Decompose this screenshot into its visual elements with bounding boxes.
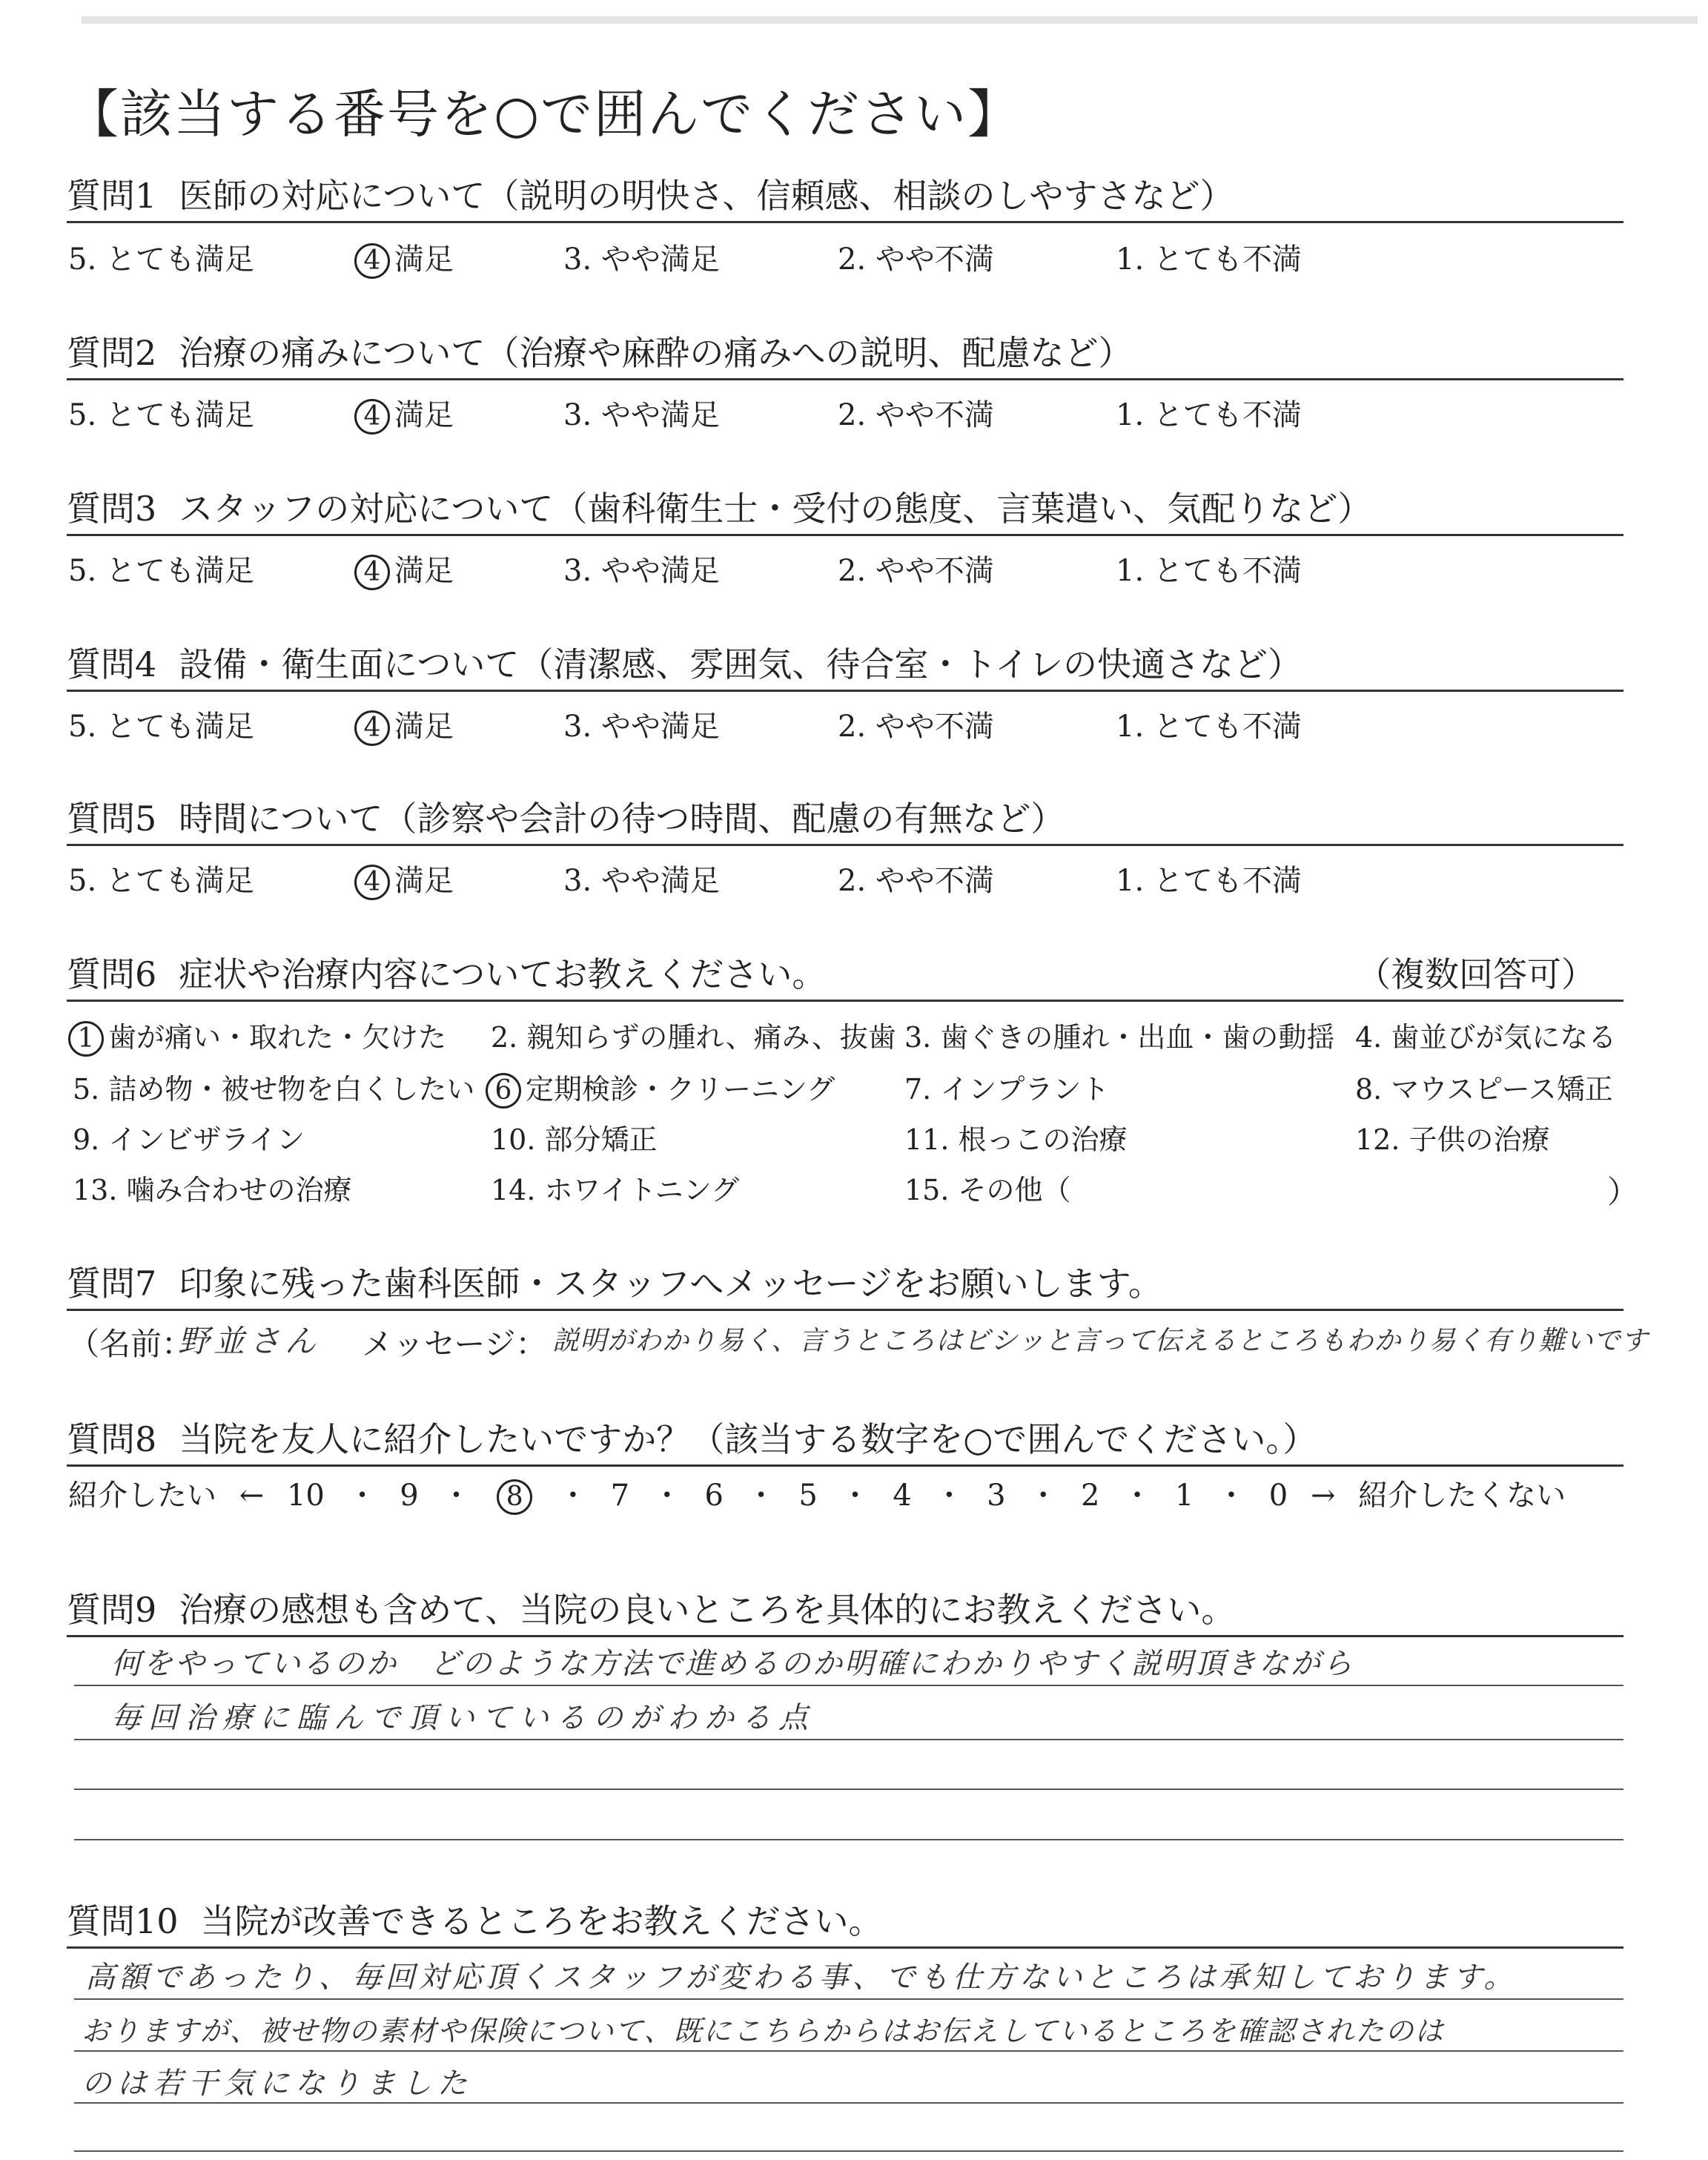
- symptom-option-11[interactable]: 11. 根っこの治療: [904, 1123, 1128, 1156]
- option-2[interactable]: 2. やや不満: [838, 398, 994, 432]
- scale-values: 10 ・ 9 ・: [286, 1479, 471, 1513]
- handwritten-answer-line-3: のは若干気になりました: [82, 2067, 473, 2101]
- answer-line: [74, 1998, 1623, 2000]
- handwritten-message: 説明がわかり易く、言うところはビシッと言って伝えるところもわかり易く有り難いです: [552, 1326, 1649, 1356]
- question-number: 質問1: [67, 176, 157, 216]
- symptom-option-7[interactable]: 7. インプラント: [904, 1073, 1110, 1106]
- symptom-option-6-selected[interactable]: 6 定期検診・クリーニング: [486, 1066, 835, 1109]
- divider: [67, 534, 1623, 536]
- option-3[interactable]: 3. やや満足: [563, 554, 720, 588]
- symptom-option-13[interactable]: 13. 噛み合わせの治療: [73, 1174, 352, 1206]
- option-4-selected[interactable]: [354, 857, 454, 900]
- circle-mark: 4: [354, 243, 390, 279]
- handwritten-answer-line-2: 毎回治療に臨んで頂いているのがわかる点: [111, 1701, 815, 1735]
- option-label: 満足: [394, 710, 454, 744]
- question-number: 質問7: [67, 1264, 157, 1304]
- question-text: 印象に残った歯科医師・スタッフへメッセージをお願いします。: [179, 1264, 1162, 1304]
- option-3[interactable]: 3. やや満足: [563, 710, 720, 744]
- option-5[interactable]: 5. とても満足: [68, 864, 254, 898]
- question-2: [67, 326, 1132, 375]
- question-3: [67, 482, 1371, 531]
- question-number: 質問8: [67, 1419, 157, 1459]
- option-1[interactable]: 1. とても不満: [1116, 710, 1302, 744]
- option-3[interactable]: 3. やや満足: [563, 864, 720, 898]
- question-text: 医師の対応について（説明の明快さ、信頼感、相談のしやすさなど）: [179, 176, 1234, 216]
- symptom-option-10[interactable]: 10. 部分矯正: [491, 1123, 658, 1156]
- answer-line: [74, 1789, 1623, 1790]
- divider: [67, 1464, 1623, 1467]
- name-field-label: （名前：: [68, 1326, 193, 1362]
- divider: [67, 1309, 1623, 1311]
- option-2[interactable]: 2. やや不満: [838, 554, 994, 588]
- selected-score[interactable]: 8: [497, 1479, 532, 1515]
- option-1[interactable]: 1. とても不満: [1116, 864, 1302, 898]
- question-8: [67, 1413, 1317, 1462]
- handwritten-answer-line-2: おりますが、被せ物の素材や保険について、既にこちらからはお伝えしているところを確認されたのは: [82, 2015, 1445, 2047]
- symptom-option-15-other[interactable]: 15. その他（: [904, 1174, 1071, 1206]
- option-4-selected[interactable]: [354, 547, 454, 590]
- question-1: [67, 169, 1234, 218]
- question-text: 症状や治療内容についてお教えください。: [179, 954, 827, 994]
- question-number: 質問6: [67, 954, 157, 994]
- answer-line: [74, 1685, 1623, 1686]
- question-text: 設備・衛生面について（清潔感、雰囲気、待合室・トイレの快適さなど）: [179, 644, 1302, 684]
- option-1[interactable]: 1. とても不満: [1116, 242, 1302, 277]
- question-number: 質問5: [67, 799, 157, 839]
- question-number: 質問9: [67, 1590, 157, 1630]
- answer-line: [74, 2050, 1623, 2052]
- handwritten-answer-line-1: 何をやっているのか どのような方法で進めるのか明確にわかりやすく説明頂きながら: [111, 1647, 1354, 1681]
- option-4-selected[interactable]: [354, 236, 454, 279]
- symptom-option-5[interactable]: 5. 詰め物・被せ物を白くしたい: [73, 1073, 475, 1106]
- circle-mark: 6: [486, 1073, 521, 1109]
- question-number: 質問2: [67, 333, 157, 373]
- message-field-label: メッセージ：: [362, 1326, 547, 1362]
- multiple-answers-note: （複数回答可）: [1357, 954, 1595, 994]
- question-9: [67, 1583, 1235, 1632]
- question-text: 時間について（診察や会計の待つ時間、配慮の有無など）: [179, 799, 1065, 839]
- question-5: [67, 792, 1065, 841]
- divider: [67, 221, 1623, 223]
- question-6: [67, 948, 826, 997]
- question-text: 治療の痛みについて（治療や麻酔の痛みへの説明、配慮など）: [179, 333, 1133, 373]
- divider: [67, 1946, 1623, 1949]
- question-number: 質問3: [67, 489, 157, 529]
- symptom-option-12[interactable]: 12. 子供の治療: [1355, 1123, 1550, 1156]
- question-text: 治療の感想も含めて、当院の良いところを具体的にお教えください。: [179, 1590, 1236, 1630]
- answer-line: [74, 1739, 1623, 1740]
- circle-mark: 4: [354, 710, 390, 746]
- option-4-selected[interactable]: [354, 703, 454, 746]
- scale-values: ・ 7 ・ 6 ・ 5 ・ 4 ・ 3 ・ 2 ・ 1 ・ 0: [557, 1479, 1288, 1513]
- answer-line: [74, 1839, 1623, 1840]
- option-2[interactable]: 2. やや不満: [838, 242, 994, 277]
- answer-line: [74, 2150, 1623, 2152]
- handwritten-answer-line-1: 高額であったり、毎回対応頂くスタッフが変わる事、でも仕方ないところは承知しております。: [85, 1961, 1517, 1995]
- circle-mark: 4: [354, 555, 390, 590]
- circle-mark: 4: [354, 865, 390, 900]
- option-label: 満足: [394, 864, 454, 898]
- option-1[interactable]: 1. とても不満: [1116, 398, 1302, 432]
- option-label: 満足: [394, 242, 454, 277]
- question-text: スタッフの対応について（歯科衛生士・受付の態度、言葉遣い、気配りなど）: [179, 489, 1372, 529]
- divider: [67, 378, 1623, 380]
- symptom-option-2[interactable]: 2. 親知らずの腫れ、痛み、抜歯: [491, 1021, 896, 1054]
- option-5[interactable]: 5. とても満足: [68, 710, 254, 744]
- divider: [67, 690, 1623, 692]
- symptom-option-4[interactable]: 4. 歯並びが気になる: [1355, 1021, 1617, 1054]
- option-4-selected[interactable]: [354, 392, 454, 435]
- top-edge: [82, 16, 1698, 24]
- option-5[interactable]: 5. とても満足: [68, 242, 254, 277]
- form-heading: 【該当する番号を○で囲んでください】: [67, 84, 1022, 145]
- question-number: 質問4: [67, 644, 157, 684]
- option-2[interactable]: 2. やや不満: [838, 864, 994, 898]
- option-1[interactable]: 1. とても不満: [1116, 554, 1302, 588]
- option-label: 満足: [394, 398, 454, 432]
- handwritten-name: 野並さん: [178, 1323, 321, 1359]
- question-4: [67, 638, 1302, 687]
- answer-line: [74, 2102, 1623, 2104]
- question-number: 質問10: [67, 1901, 179, 1941]
- question-text: 当院を友人に紹介したいですか？（該当する数字を○で囲んでください。）: [179, 1419, 1317, 1459]
- option-3[interactable]: 3. やや満足: [563, 242, 720, 277]
- option-3[interactable]: 3. やや満足: [563, 398, 720, 432]
- scale-left-label: 紹介したい ←: [68, 1479, 265, 1513]
- recommend-scale: [68, 1472, 1566, 1515]
- divider: [67, 1000, 1623, 1002]
- symptom-option-9[interactable]: 9. インビザライン: [73, 1123, 305, 1156]
- divider: [67, 844, 1623, 846]
- divider: [67, 1635, 1623, 1637]
- symptom-option-1-selected[interactable]: 1 歯が痛い・取れた・欠けた: [68, 1014, 446, 1057]
- question-7: [67, 1257, 1162, 1306]
- symptom-option-14[interactable]: 14. ホワイトニング: [491, 1174, 740, 1206]
- question-10: [67, 1895, 883, 1943]
- other-close-paren: ）: [1607, 1174, 1639, 1210]
- option-label: 満足: [394, 554, 454, 588]
- question-text: 当院が改善できるところをお教えください。: [200, 1901, 883, 1941]
- symptom-option-3[interactable]: 3. 歯ぐきの腫れ・出血・歯の動揺: [904, 1021, 1335, 1054]
- circle-mark: 1: [68, 1021, 104, 1057]
- symptom-option-8[interactable]: 8. マウスピース矯正: [1355, 1073, 1613, 1106]
- option-5[interactable]: 5. とても満足: [68, 398, 254, 432]
- circle-mark: 4: [354, 399, 390, 435]
- option-2[interactable]: 2. やや不満: [838, 710, 994, 744]
- scale-right-label: → 紹介したくない: [1310, 1479, 1566, 1513]
- option-5[interactable]: 5. とても満足: [68, 554, 254, 588]
